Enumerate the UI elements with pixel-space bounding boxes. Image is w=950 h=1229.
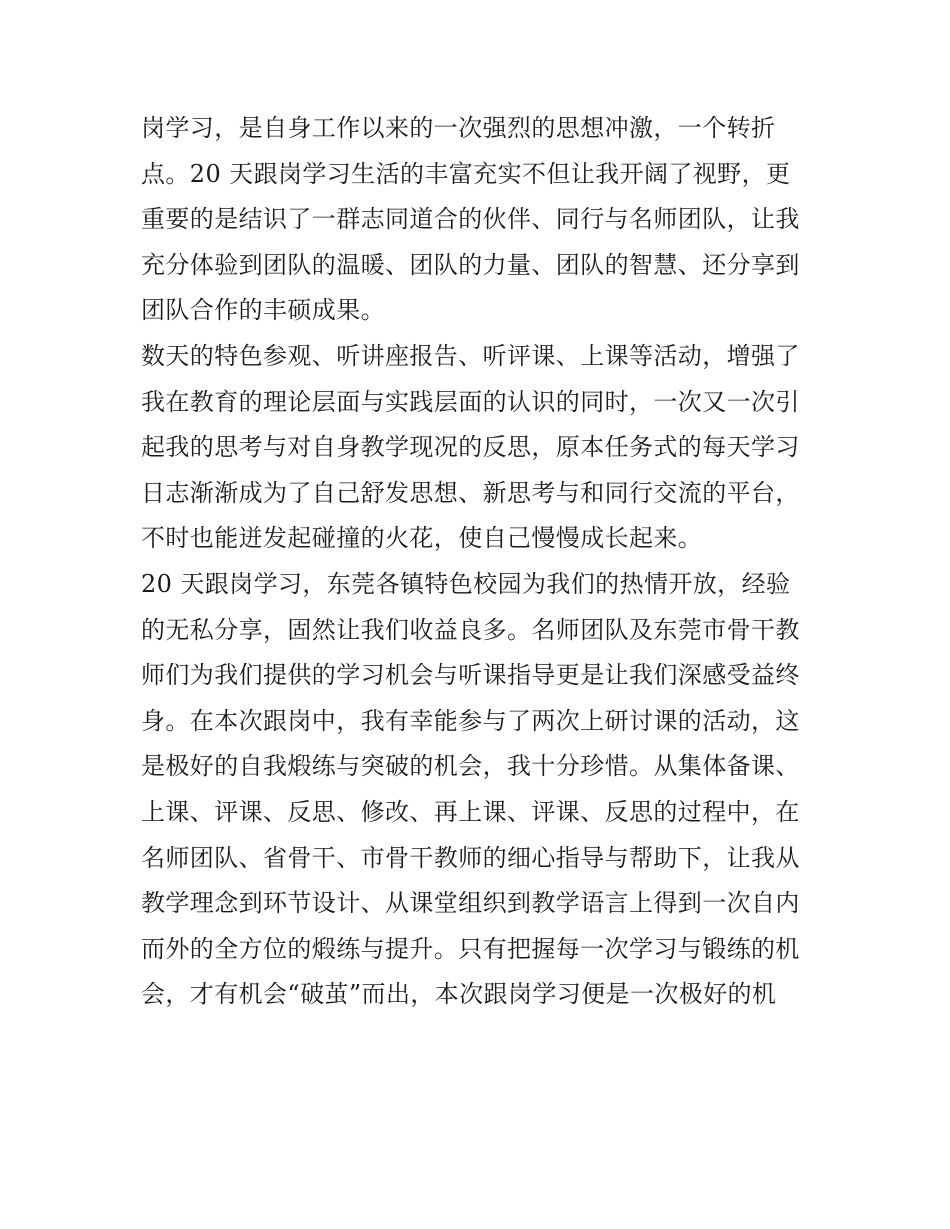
text-line: 岗学习，是自身工作以来的一次强烈的思想冲激，一个转折 bbox=[141, 114, 776, 142]
text-line: 会，才有机会“破茧”而出，本次跟岗学习便是一次极好的机 bbox=[141, 980, 777, 1009]
text-line: 充分体验到团队的温暖、团队的力量、团队的智慧、还分享到 bbox=[141, 250, 800, 279]
text-line: 是极好的自我煅练与突破的机会，我十分珍惜。从集体备课、 bbox=[141, 752, 800, 781]
text-line: 不时也能迸发起碰撞的火花，使自己慢慢成长起来。 bbox=[141, 524, 703, 553]
text-line: 日志渐渐成为了自己舒发思想、新思考与和同行交流的平台， bbox=[141, 478, 800, 507]
text-line: 名师团队、省骨干、市骨干教师的细心指导与帮助下，让我从 bbox=[141, 843, 800, 872]
text-line: 我在教育的理论层面与实践层面的认识的同时，一次又一次引 bbox=[141, 387, 800, 416]
text-line: 重要的是结识了一群志同道合的伙伴、同行与名师团队，让我 bbox=[141, 205, 800, 234]
text-line: 身。在本次跟岗中，我有幸能参与了两次上研讨课的活动，这 bbox=[141, 706, 800, 735]
text-line: 而外的全方位的煅练与提升。只有把握每一次学习与锻练的机 bbox=[141, 934, 800, 963]
text-line: 教学理念到环节设计、从课堂组织到教学语言上得到一次自内 bbox=[141, 889, 800, 918]
text-line: 师们为我们提供的学习机会与听课指导更是让我们深感受益终 bbox=[141, 661, 800, 690]
text-line: 20 天跟岗学习，东莞各镇特色校园为我们的热情开放，经验 bbox=[141, 569, 791, 598]
text-line: 的无私分享，固然让我们收益良多。名师团队及东莞市骨干教 bbox=[141, 615, 800, 644]
text-line: 上课、评课、反思、修改、再上课、评课、反思的过程中，在 bbox=[141, 797, 800, 826]
body-text bbox=[141, 106, 821, 1018]
text-line: 团队合作的丰硕成果。 bbox=[141, 296, 385, 325]
text-line: 数天的特色参观、听讲座报告、听评课、上课等活动，增强了 bbox=[141, 341, 800, 370]
text-line: 点。20 天跟岗学习生活的丰富充实不但让我开阔了视野，更 bbox=[141, 159, 791, 188]
text-line: 起我的思考与对自身教学现况的反思，原本任务式的每天学习 bbox=[141, 433, 800, 462]
